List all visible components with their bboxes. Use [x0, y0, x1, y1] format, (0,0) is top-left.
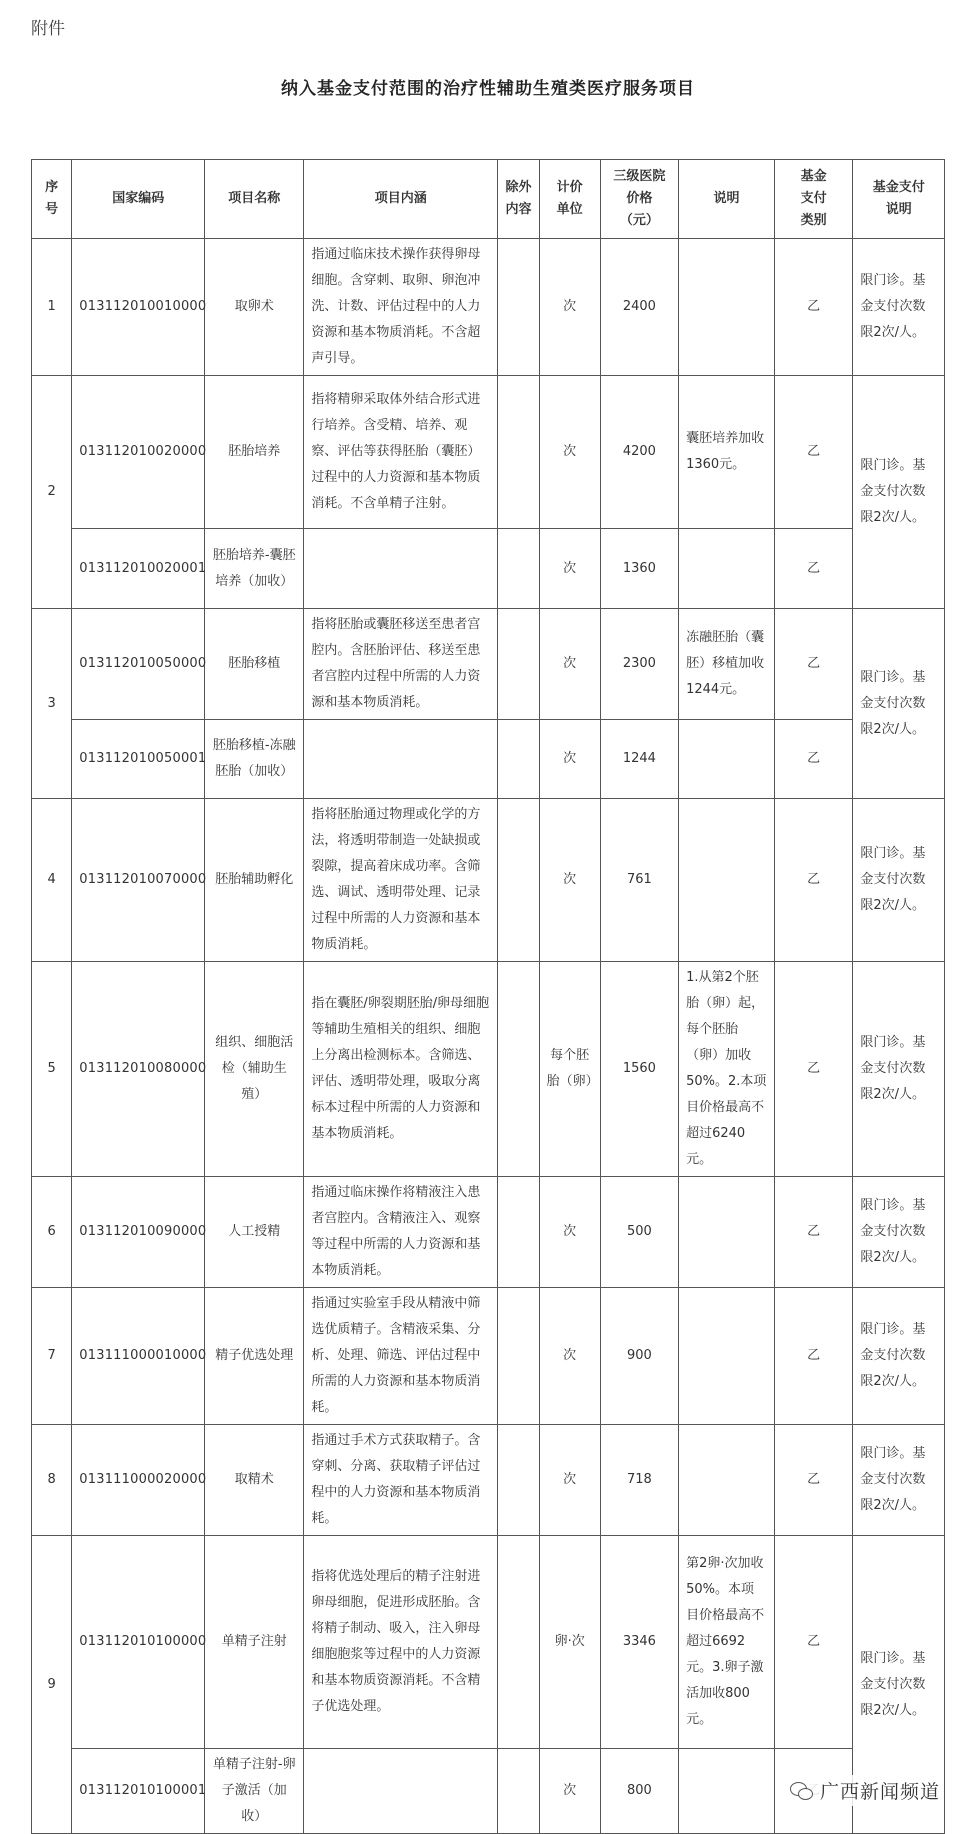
exclusion	[498, 239, 539, 376]
fund-category: 乙	[774, 962, 852, 1177]
header-cell: 基金 支付 类别	[774, 160, 852, 239]
table-row	[32, 239, 945, 376]
price: 900	[600, 1288, 678, 1425]
table-row	[32, 376, 945, 529]
pricing-unit: 每个胚胎（卵）	[539, 962, 600, 1177]
medical-service-table	[31, 159, 945, 1834]
fund-category: 乙	[774, 239, 852, 376]
price: 1560	[600, 962, 678, 1177]
exclusion	[498, 962, 539, 1177]
exclusion	[498, 1177, 539, 1288]
national-code: 013112010020001	[72, 529, 205, 609]
item-content: 指将胚胎通过物理或化学的方法，将透明带制造一处缺损或裂隙，提高着床成功率。含筛选、调试、透明带处理、记录过程中所需的人力资源和基本物质消耗。	[304, 799, 498, 962]
row-number: 4	[32, 799, 72, 962]
price: 2400	[600, 239, 678, 376]
exclusion	[498, 376, 539, 529]
table-row	[32, 1425, 945, 1536]
price: 2300	[600, 609, 678, 720]
fund-category: 乙	[774, 1177, 852, 1288]
header-cell: 国家编码	[72, 160, 205, 239]
national-code: 013112010100000	[72, 1536, 205, 1749]
exclusion	[498, 1536, 539, 1749]
row-number: 5	[32, 962, 72, 1177]
fund-note: 限门诊。基金支付次数限2次/人。	[853, 1177, 945, 1288]
fund-category: 乙	[774, 376, 852, 529]
pricing-unit: 次	[539, 1177, 600, 1288]
item-name: 胚胎培养	[205, 376, 304, 529]
national-code: 013112010050001	[72, 720, 205, 799]
national-code: 013112010090000	[72, 1177, 205, 1288]
exclusion	[498, 609, 539, 720]
item-content: 指将精卵采取体外结合形式进行培养。含受精、培养、观察、评估等获得胚胎（囊胚）过程中的人力资源和基本物质消耗。不含单精子注射。	[304, 376, 498, 529]
note	[679, 720, 775, 799]
row-number: 8	[32, 1425, 72, 1536]
row-number: 6	[32, 1177, 72, 1288]
item-name: 单精子注射	[205, 1536, 304, 1749]
header-cell: 计价 单位	[539, 160, 600, 239]
table-row	[32, 1288, 945, 1425]
exclusion	[498, 799, 539, 962]
table-row	[32, 529, 945, 609]
fund-note: 限门诊。基金支付次数限2次/人。	[853, 799, 945, 962]
fund-category: 乙	[774, 799, 852, 962]
price: 500	[600, 1177, 678, 1288]
item-name: 胚胎辅助孵化	[205, 799, 304, 962]
row-number: 9	[32, 1536, 72, 1834]
item-name: 单精子注射-卵子激活（加收）	[205, 1749, 304, 1834]
pricing-unit: 次	[539, 1749, 600, 1834]
fund-note: 限门诊。基金支付次数限2次/人。	[853, 609, 945, 799]
fund-note: 限门诊。基金支付次数限2次/人。	[853, 376, 945, 609]
pricing-unit: 次	[539, 1425, 600, 1536]
exclusion	[498, 1425, 539, 1536]
header-cell: 项目名称	[205, 160, 304, 239]
wechat-icon	[790, 1781, 814, 1801]
item-content	[304, 529, 498, 609]
note: 冻融胚胎（囊胚）移植加收1244元。	[679, 609, 775, 720]
item-name: 精子优选处理	[205, 1288, 304, 1425]
fund-category: 乙	[774, 1536, 852, 1749]
item-content: 指将优选处理后的精子注射进卵母细胞，促进形成胚胎。含将精子制动、吸入，注入卵母细胞胞浆等过程中的人力资源和基本物质资源消耗。不含精子优选处理。	[304, 1536, 498, 1749]
note: 第2卵·次加收50%。本项目价格最高不超过6692元。3.卵子激活加收800元。	[679, 1536, 775, 1749]
exclusion	[498, 529, 539, 609]
item-name: 取精术	[205, 1425, 304, 1536]
pricing-unit: 次	[539, 1288, 600, 1425]
item-name: 胚胎培养-囊胚培养（加收）	[205, 529, 304, 609]
pricing-unit: 次	[539, 609, 600, 720]
header-cell: 三级医院 价格 （元）	[600, 160, 678, 239]
fund-note: 限门诊。基金支付次数限2次/人。	[853, 1288, 945, 1425]
item-content	[304, 1749, 498, 1834]
pricing-unit: 次	[539, 239, 600, 376]
row-number: 2	[32, 376, 72, 609]
fund-category: 乙	[774, 609, 852, 720]
note	[679, 1749, 775, 1834]
national-code: 013112010020000	[72, 376, 205, 529]
national-code: 013112010100001	[72, 1749, 205, 1834]
pricing-unit: 次	[539, 720, 600, 799]
item-content: 指通过实验室手段从精液中筛选优质精子。含精液采集、分析、处理、筛选、评估过程中所需的人力资源和基本物质消耗。	[304, 1288, 498, 1425]
item-content: 指通过临床技术操作获得卵母细胞。含穿刺、取卵、卵泡冲洗、计数、评估过程中的人力资源和基本物质消耗。不含超声引导。	[304, 239, 498, 376]
row-number: 3	[32, 609, 72, 799]
fund-category: 乙	[774, 720, 852, 799]
price: 4200	[600, 376, 678, 529]
price: 800	[600, 1749, 678, 1834]
table-row	[32, 609, 945, 720]
item-name: 胚胎移植-冻融胚胎（加收）	[205, 720, 304, 799]
national-code: 013111000010000	[72, 1288, 205, 1425]
price: 1360	[600, 529, 678, 609]
note	[679, 1177, 775, 1288]
fund-category: 乙	[774, 529, 852, 609]
fund-category: 乙	[774, 1288, 852, 1425]
header-cell: 说明	[679, 160, 775, 239]
item-content	[304, 720, 498, 799]
price: 3346	[600, 1536, 678, 1749]
national-code: 013112010070000	[72, 799, 205, 962]
fund-category: 乙	[774, 1425, 852, 1536]
price: 1244	[600, 720, 678, 799]
annex-label: 附件	[31, 19, 65, 39]
fund-note: 限门诊。基金支付次数限2次/人。	[853, 239, 945, 376]
table-row	[32, 799, 945, 962]
pricing-unit: 次	[539, 529, 600, 609]
item-content: 指通过手术方式获取精子。含穿刺、分离、获取精子评估过程中的人力资源和基本物质消耗。	[304, 1425, 498, 1536]
note	[679, 239, 775, 376]
exclusion	[498, 720, 539, 799]
document-title: 纳入基金支付范围的治疗性辅助生殖类医疗服务项目	[281, 79, 695, 99]
watermark-text: 广西新闻频道	[819, 1781, 940, 1803]
item-name: 取卵术	[205, 239, 304, 376]
table-row	[32, 962, 945, 1177]
exclusion	[498, 1288, 539, 1425]
row-number: 7	[32, 1288, 72, 1425]
price: 761	[600, 799, 678, 962]
national-code: 013111000020000	[72, 1425, 205, 1536]
header-cell: 基金支付 说明	[853, 160, 945, 239]
national-code: 013112010010000	[72, 239, 205, 376]
row-number: 1	[32, 239, 72, 376]
header-cell: 项目内涵	[304, 160, 498, 239]
table-header-row	[32, 160, 945, 239]
national-code: 013112010050000	[72, 609, 205, 720]
fund-note: 限门诊。基金支付次数限2次/人。	[853, 1536, 945, 1834]
table-row	[32, 1536, 945, 1749]
note: 囊胚培养加收1360元。	[679, 376, 775, 529]
fund-note: 限门诊。基金支付次数限2次/人。	[853, 962, 945, 1177]
table-row	[32, 1177, 945, 1288]
item-content: 指在囊胚/卵裂期胚胎/卵母细胞等辅助生殖相关的组织、细胞上分离出检测标本。含筛选、评估、透明带处理，吸取分离标本过程中所需的人力资源和基本物质消耗。	[304, 962, 498, 1177]
note	[679, 799, 775, 962]
item-name: 胚胎移植	[205, 609, 304, 720]
note: 1.从第2个胚胎（卵）起，每个胚胎（卵）加收50%。2.本项目价格最高不超过6240元。	[679, 962, 775, 1177]
item-name: 组织、细胞活检（辅助生殖）	[205, 962, 304, 1177]
pricing-unit: 卵·次	[539, 1536, 600, 1749]
channel-watermark	[786, 1775, 944, 1806]
fund-note: 限门诊。基金支付次数限2次/人。	[853, 1425, 945, 1536]
note	[679, 1288, 775, 1425]
pricing-unit: 次	[539, 799, 600, 962]
note	[679, 529, 775, 609]
national-code: 013112010080000	[72, 962, 205, 1177]
item-content: 指将胚胎或囊胚移送至患者宫腔内。含胚胎评估、移送至患者宫腔内过程中所需的人力资源和基本物质消耗。	[304, 609, 498, 720]
item-content: 指通过临床操作将精液注入患者宫腔内。含精液注入、观察等过程中所需的人力资源和基本物质消耗。	[304, 1177, 498, 1288]
price: 718	[600, 1425, 678, 1536]
table-row	[32, 720, 945, 799]
note	[679, 1425, 775, 1536]
item-name: 人工授精	[205, 1177, 304, 1288]
header-cell: 除外 内容	[498, 160, 539, 239]
header-cell: 序号	[32, 160, 72, 239]
exclusion	[498, 1749, 539, 1834]
pricing-unit: 次	[539, 376, 600, 529]
